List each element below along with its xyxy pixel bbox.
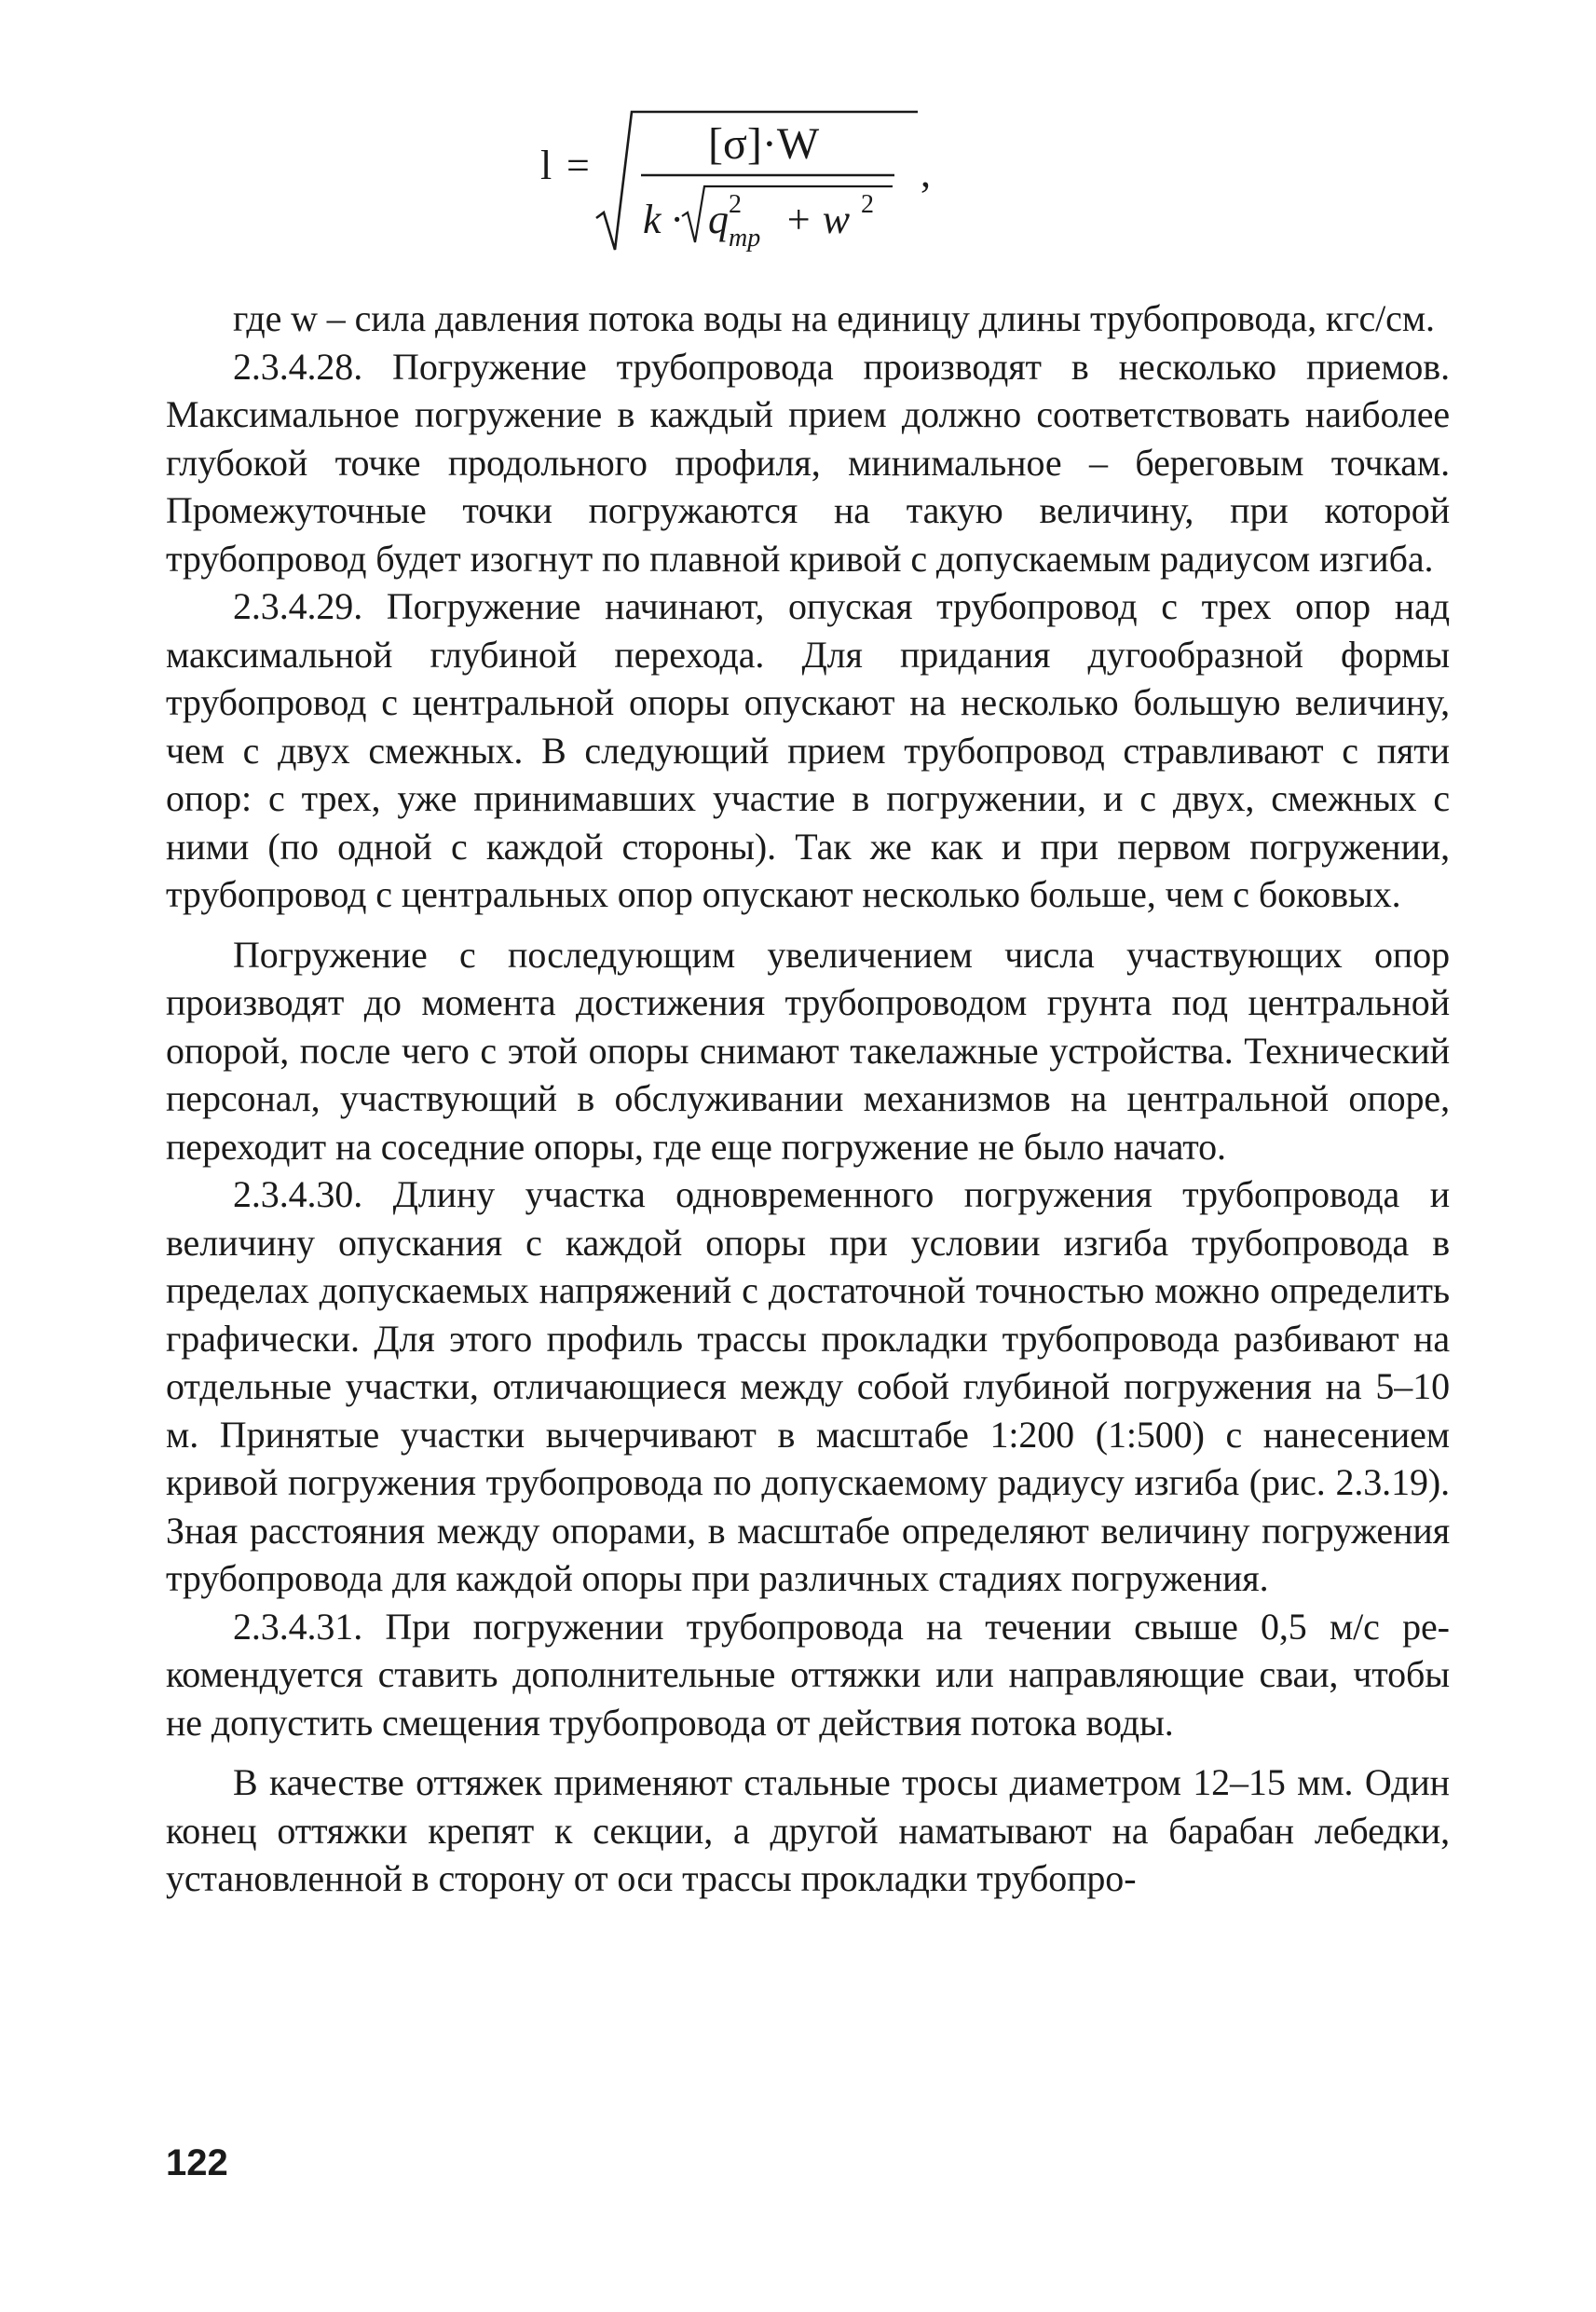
paragraph-guy-ropes: В качестве оттяжек применяют стальные тросы диаметром 12–15 мм. Один конец оттяжки крепят к секции, а другой наматывают на барабан лебедки, установленной в сторону от оси трассы прокладки трубопро- <box>166 1761 1450 1899</box>
body-text <box>166 294 1450 1903</box>
formula-q: q <box>708 197 729 242</box>
formula-equals: = <box>566 143 590 188</box>
paragraph-2-3-4-28: 2.3.4.28. Погружение трубопровода производят в несколько приемов. Максимальное погружение в каждый прием должно соответствовать наиболее глубокой точке продольного профиля, минимальное – береговым точкам. Промежуточные точки погружаются на такую величину, при которой трубопровод будет изогнут по плавной кривой с допускаемым радиусом изгиба. <box>166 345 1450 580</box>
paragraph-2-3-4-29: 2.3.4.29. Погружение начинают, опуская трубопровод с трех опор над максимальной глубиной перехода. Для придания дугообразной формы трубопровод с центральной опоры опускают на несколько большую величину, чем с двух смежных. В следующий прием трубопровод стравливают с пяти опор: с трех, уже принимавших участие в погружении, и с двух, смежных с ними (по одной с каждой стороны). Так же как и при первом погружении, трубопровод с центральных опор опускают несколько больше, чем с боковых. <box>166 585 1450 915</box>
paragraph-2-3-4-30: 2.3.4.30. Длину участка одновременного погружения трубопровода и величину опускания с каждой опоры при условии изгиба трубопровода в пределах допускаемых напряжений с достаточной точностью можно определить графически. Для этого профиль трассы прокладки трубопровода разбивают на отдельные участки, отличающиеся между собой глубиной погружения на 5–10 м. Принятые участки вычерчивают в масштабе 1:200 (1:500) с нанесением кривой погружения трубопровода по допускаемому радиусу изгиба (рис. 2.3.19). Зная расстояния между опорами, в масштабе определяют величину погружения трубопровода для каждой опоры при различных стадиях погружения. <box>166 1173 1450 1599</box>
formula-plus-w: + w <box>784 197 851 242</box>
formula-q-sup: 2 <box>729 190 742 219</box>
paragraph-where-w: где w – сила давления потока воды на единицу длины трубопровода, кгс/см. <box>233 297 1435 339</box>
formula <box>522 93 950 280</box>
page-number: 122 <box>166 2142 228 2183</box>
formula-numerator: [σ]·W <box>708 119 820 169</box>
formula-w-sup: 2 <box>861 190 874 219</box>
paragraph-immersion-continued: Погружение с последующим увеличением числа участвующих опор производят до момента достижения трубопроводом грунта под центральной опорой, после чего с этой опоры снимают такелажные устройства. Технический персонал, участвующий в обслуживании механизмов на центральной опоре, переходит на соседние опоры, где еще погружение не было начато. <box>166 933 1450 1168</box>
formula-comma: , <box>921 150 931 196</box>
paragraph-2-3-4-31: 2.3.4.31. При погружении трубопровода на течении свыше 0,5 м/с рекомендуется ставить дополнительные оттяжки или направляющие сваи, чтобы не допустить смещения трубопровода от действия потока воды. <box>166 1605 1450 1744</box>
formula-q-sub: тр <box>729 224 761 253</box>
formula-svg <box>522 93 950 280</box>
formula-denominator-k: k · <box>643 197 682 242</box>
formula-lhs: l <box>540 143 552 188</box>
